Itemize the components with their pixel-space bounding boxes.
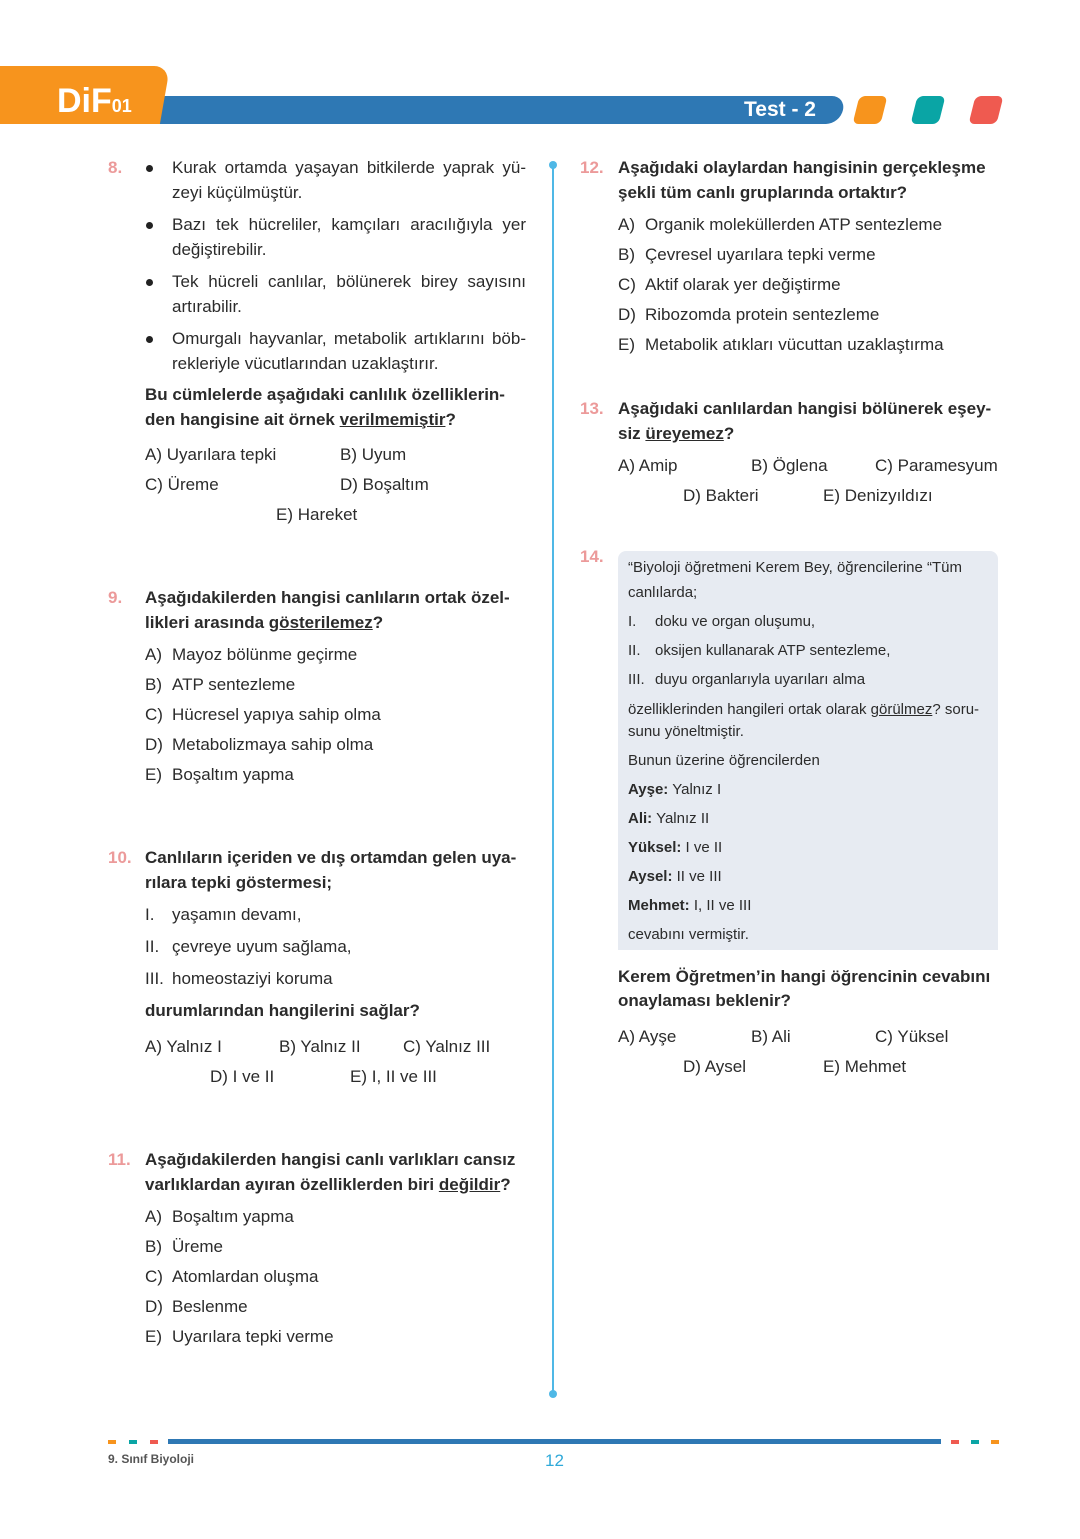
question-stem: Aşağıdakilerden hangisi canlı varlıkları cansız <box>145 1150 516 1169</box>
question-number: 8. <box>108 158 123 177</box>
statement-line: Bazı tek hücreliler, kamçıları aracılığıyla yer <box>172 215 526 234</box>
bullet-icon <box>146 165 153 172</box>
option-b[interactable]: B) Uyum <box>340 445 407 464</box>
option-e[interactable]: E) Hareket <box>276 505 358 524</box>
numbered-item: I. doku ve organ oluşumu, <box>628 613 816 630</box>
statement-line: Omurgalı hayvanlar, metabolik artıklarını böb- <box>172 329 526 348</box>
scenario-line: sunu yöneltmiştir. <box>628 723 744 740</box>
scenario-line: Bunun üzerine öğrencilerden <box>628 752 820 769</box>
question-number: 12. <box>580 158 604 177</box>
option-d[interactable]: D) Bakteri <box>683 486 759 505</box>
question-stem: durumlarından hangilerini sağlar? <box>145 1001 420 1020</box>
option-a[interactable]: A) Uyarılara tepki <box>145 445 277 464</box>
numbered-item: II. oksijen kullanarak ATP sentezleme, <box>628 642 891 659</box>
brand-sub: 01 <box>111 96 132 116</box>
option-c[interactable]: C) Yalnız III <box>403 1037 491 1056</box>
book-title: 9. Sınıf Biyoloji <box>108 1452 195 1466</box>
option-a[interactable]: A) Amip <box>618 456 678 475</box>
question-stem: şekli tüm canlı gruplarında ortaktır? <box>618 183 908 202</box>
deco-teal <box>911 96 946 124</box>
option-b[interactable]: B) Ali <box>751 1027 791 1046</box>
numbered-item: II. çevreye uyum sağlama, <box>145 937 352 956</box>
brand-name: DiF <box>57 82 112 120</box>
bullet-icon <box>146 279 153 286</box>
scenario-line: “Biyoloji öğretmeni Kerem Bey, öğrencilerine “Tüm <box>628 559 963 576</box>
option-a[interactable]: A) Organik moleküllerden ATP sentezleme <box>618 215 943 234</box>
question-number: 11. <box>108 1150 131 1169</box>
question-stem: rılara tepki göstermesi; <box>145 873 333 892</box>
option-c[interactable]: C) Yüksel <box>875 1027 949 1046</box>
statement-line: değiştirebilir. <box>172 240 267 259</box>
question-stem: varlıklardan ayıran özelliklerden biri değildir? <box>145 1175 511 1194</box>
question-stem: Aşağıdaki olaylardan hangisinin gerçekleşme <box>618 158 986 177</box>
divider-dot <box>549 1390 557 1398</box>
student-answer: Ayşe: Yalnız I <box>628 781 722 798</box>
option-b[interactable]: B) ATP sentezleme <box>145 675 296 694</box>
statement-line: rekleriyle vücutlarından uzaklaştırır. <box>172 354 439 373</box>
bullet-icon <box>146 222 153 229</box>
column-divider <box>552 165 554 1393</box>
student-answer: Mehmet: I, II ve III <box>628 897 752 914</box>
option-d[interactable]: D) I ve II <box>210 1067 275 1086</box>
question-stem: Kerem Öğretmen’in hangi öğrencinin cevabını <box>618 967 991 986</box>
scenario-line: canlılarda; <box>628 584 698 601</box>
option-e[interactable]: E) Metabolik atıkları vücuttan uzaklaştırma <box>618 335 944 354</box>
question-stem: den hangisine ait örnek verilmemiştir? <box>145 410 456 429</box>
page-number: 12 <box>545 1451 564 1470</box>
option-e[interactable]: E) Boşaltım yapma <box>145 765 294 784</box>
option-e[interactable]: E) Denizyıldızı <box>823 486 933 505</box>
option-c[interactable]: C) Aktif olarak yer değiştirme <box>618 275 841 294</box>
question-stem: likleri arasında gösterilemez? <box>145 613 384 632</box>
question-number: 13. <box>580 399 604 418</box>
scenario-line: özelliklerinden hangileri ortak olarak görülmez? soru- <box>628 701 980 718</box>
statement-line: artırabilir. <box>172 297 242 316</box>
option-d[interactable]: D) Aysel <box>683 1057 746 1076</box>
option-d[interactable]: D) Metabolizmaya sahip olma <box>145 735 374 754</box>
statement-line: zeyi küçülmüştür. <box>172 183 303 202</box>
question-stem: Aşağıdaki canlılardan hangisi bölünerek eşey- <box>618 399 992 418</box>
scenario-line: cevabını vermiştir. <box>628 926 749 943</box>
question-number: 10. <box>108 848 132 867</box>
option-b[interactable]: B) Çevresel uyarılara tepki verme <box>618 245 876 264</box>
statement-line: Tek hücreli canlılar, bölünerek birey sayısını <box>172 272 526 291</box>
deco-red <box>969 96 1004 124</box>
option-b[interactable]: B) Yalnız II <box>279 1037 361 1056</box>
student-answer: Ali: Yalnız II <box>628 810 710 827</box>
statement-line: Kurak ortamda yaşayan bitkilerde yaprak yü- <box>172 158 526 177</box>
bullet-icon <box>146 336 153 343</box>
numbered-item: III. duyu organlarıyla uyarıları alma <box>628 671 866 688</box>
option-a[interactable]: A) Ayşe <box>618 1027 677 1046</box>
option-a[interactable]: A) Mayoz bölünme geçirme <box>145 645 358 664</box>
question-stem: Aşağıdakilerden hangisi canlıların ortak özel- <box>145 588 510 607</box>
question-stem: onaylaması beklenir? <box>618 991 791 1010</box>
student-answer: Yüksel: I ve II <box>628 839 723 856</box>
option-e[interactable]: E) Uyarılara tepki verme <box>145 1327 334 1346</box>
option-c[interactable]: C) Üreme <box>145 475 219 494</box>
question-stem: Bu cümlelerde aşağıdaki canlılık özelliklerin- <box>145 385 505 404</box>
option-c[interactable]: C) Paramesyum <box>875 456 998 475</box>
option-d[interactable]: D) Beslenme <box>145 1297 248 1316</box>
divider-dot <box>549 161 557 169</box>
option-e[interactable]: E) Mehmet <box>823 1057 907 1076</box>
option-a[interactable]: A) Yalnız I <box>145 1037 222 1056</box>
numbered-item: I. yaşamın devamı, <box>145 905 302 924</box>
deco-orange <box>853 96 888 124</box>
option-c[interactable]: C) Atomlardan oluşma <box>145 1267 319 1286</box>
question-stem: siz üreyemez? <box>618 424 735 443</box>
option-b[interactable]: B) Öglena <box>751 456 828 475</box>
question-number: 9. <box>108 588 123 607</box>
brand-logo <box>57 82 132 125</box>
option-e[interactable]: E) I, II ve III <box>350 1067 437 1086</box>
option-c[interactable]: C) Hücresel yapıya sahip olma <box>145 705 381 724</box>
option-a[interactable]: A) Boşaltım yapma <box>145 1207 294 1226</box>
test-label: Test - 2 <box>744 98 816 121</box>
option-b[interactable]: B) Üreme <box>145 1237 224 1256</box>
student-answer: Aysel: II ve III <box>628 868 722 885</box>
question-number: 14. <box>580 547 604 566</box>
question-stem: Canlıların içeriden ve dış ortamdan gelen uya- <box>145 848 517 867</box>
option-d[interactable]: D) Ribozomda protein sentezleme <box>618 305 880 324</box>
option-d[interactable]: D) Boşaltım <box>340 475 429 494</box>
numbered-item: III. homeostaziyi koruma <box>145 969 333 988</box>
